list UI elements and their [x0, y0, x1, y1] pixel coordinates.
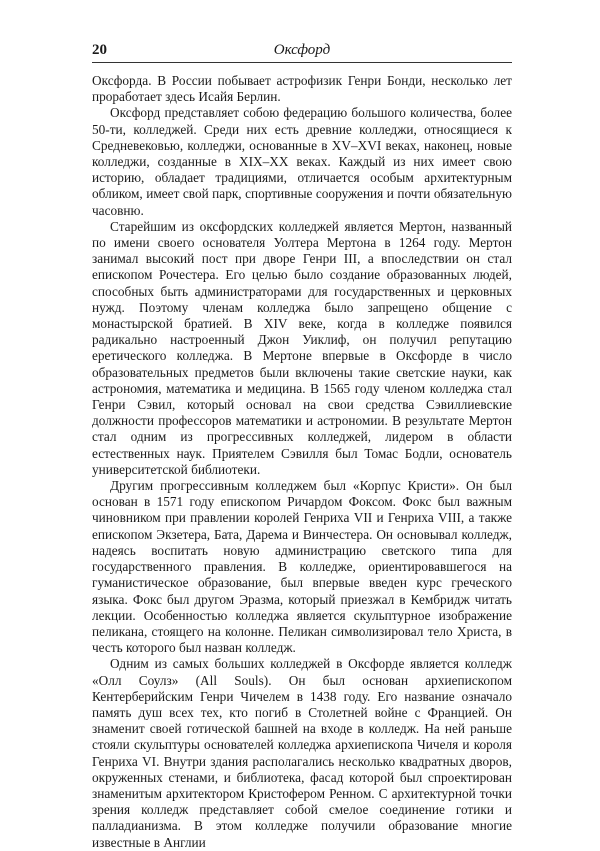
- paragraph-merton-college: Старейшим из оксфордских колледжей является Мертон, названный по имени своего основателя Уолтера Мертона в 1264 году. Мертон занимал высокий пост при дворе Генри III, а впоследствии он стал епископом Рочестера. Его целью было создание образованных людей, способных быть администраторами для государственных и церковных нужд. Поэтому членам колледжа было запрещено общение с монастырской братией. В XIV веке, когда в колледже появился радикально настроенный Джон Уиклиф, он получил репутацию еретического колледжа. В Мертоне впервые в Оксфорде в число образовательных предметов были включены такие светские науки, как астрономия, математика и медицина. В 1565 году членом колледжа стал Генри Сэвил, который основал на свои средства Сэвиллиевские должности профессоров математики и астрономии. В результате Мертон стал одним из прогрессивных колледжей, лидером в области естественных наук. Приятелем Сэвилля был Томас Бодли, основатель университетской библиотеки.: [92, 218, 512, 477]
- page-number: 20: [92, 42, 107, 58]
- running-header: [92, 40, 512, 63]
- paragraph-corpus-christi: Другим прогрессивным колледжем был «Корпус Кристи». Он был основан в 1571 году епископом Ричардом Фоксом. Фокс был важным чиновником при правлении королей Генриха VII и Генриха VIII, а также епископом Экзетера, Бата, Дарема и Винчестера. Он основывал колледж, надеясь воспитать новую администрацию светского типа для государственного правления. В колледже, ориентировавшегося на гуманистическое образование, был впервые введен курс греческого языка. Фокс был другом Эразма, который приезжал в Кембридж читать лекции. Особенностью колледжа является скульптурное изображение пеликана, стоящего на колонне. Пеликан символизировал тело Христа, в честь которого был назван колледж.: [92, 478, 512, 656]
- paragraph-continuation: Оксфорда. В России побывает астрофизик Генри Бонди, несколько лет проработает здесь Исайя Берлин.: [92, 73, 512, 105]
- book-page: [92, 40, 512, 851]
- body-text: [92, 73, 512, 851]
- paragraph-oxford-federation: Оксфорд представляет собою федерацию большого количества, более 50-ти, колледжей. Среди них есть древние колледжи, относящиеся к Средневековью, колледжи, основанные в XV–XVI веках, наконец, новые колледжи, созданные в XIX–XX веках. Каждый из них имеет свою историю, обладает традициями, отличается особым архитектурным обликом, имеет свой парк, спортивные сооружения и почти обязательную часовню.: [92, 105, 512, 218]
- chapter-title: Оксфорд: [273, 42, 331, 58]
- paragraph-all-souls: Одним из самых больших колледжей в Оксфорде является колледж «Олл Соулз» (All Souls). Он был основан архиепископом Кентерберийским Генри Чичелем в 1438 году. Его название означало память душ всех тех, кто погиб в Столетней войне с Францией. Он знаменит своей готической башней на входе в колледж. На ней раньше стояли скульптуры основателей колледжа архиепископа Чичеля и короля Генриха VI. Внутри здания располагались несколько квадратных дворов, окруженных стенами, и библиотека, фасад которой был спроектирован знаменитым архитектором Кристофером Ренном. С архитектурной точки зрения колледж представляет собой смелое соединение готики и палладианизма. В этом колледже получили образование многие известные в Англии: [92, 656, 512, 850]
